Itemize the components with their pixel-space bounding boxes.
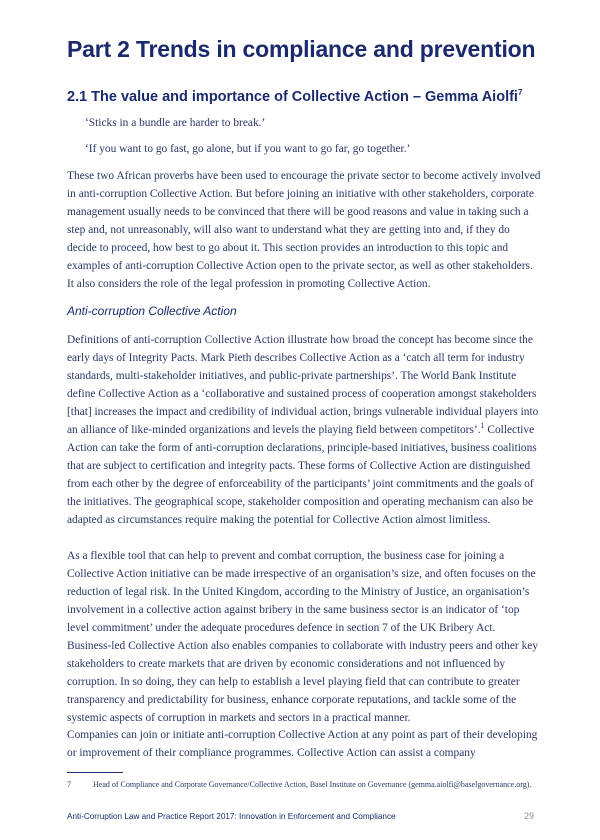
subheading: Anti-corruption Collective Action — [67, 304, 237, 318]
business-case-paragraph — [67, 547, 542, 727]
definitions-paragraph — [67, 331, 542, 529]
footnote-number: 7 — [67, 780, 71, 789]
definitions-footnote-ref: 1 — [480, 421, 485, 431]
footnote — [67, 780, 557, 789]
join-paragraph — [67, 726, 542, 762]
intro-paragraph-text: These two African proverbs have been used to encourage the private sector to become actively involved in anti-corruption Collective Action. But before joining an initiative with other stakeholders, corporate management usually needs to be convinced that there will be good reasons and value in taking such a step and, not unreasonably, will also want to understand what they are getting into and, if they do decide to proceed, how best to go about it. This section provides an introduction to this topic and examples of anti-corruption Collective Action open to the private sector, as well as other stakeholders. It also considers the role of the legal profession in promoting Collective Action. — [67, 170, 541, 290]
intro-paragraph — [67, 167, 542, 293]
business-case-text: As a flexible tool that can help to prevent and combat corruption, the business case for joining a Collective Action initiative can be made irrespective of an organisation’s size, and often focuses on the reduction of legal risk. In the United Kingdom, according to the Ministry of Justice, an organisation’s involvement in a collective action against bribery in the same business sector is an indicator of ‘top level commitment’ under the adequate procedures defence in section 7 of the UK Bribery Act. Business-led Collective Action also enables companies to collaborate with industry peers and other key stakeholders to create markets that are driven by economic considerations and not influenced by corruption. In so doing, they can help to establish a level playing field that can contribute to greater transparency and predictability for business, enhance corporate reputations, and tackle some of the systemic aspects of corruption in markets and sectors in a practical manner. — [67, 550, 539, 724]
section-title — [67, 89, 522, 105]
footnote-divider — [67, 772, 123, 773]
footnote-text: Head of Compliance and Corporate Governance/Collective Action, Basel Institute on Governance (gemma.aiolfi@baselgovernance.org). — [93, 780, 532, 789]
definitions-text-a: Definitions of anti-corruption Collective Action illustrate how broad the concept has become since the early days of Integrity Pacts. Mark Pieth describes Collective Action as a ‘catch all term for industry standards, multi-stakeholder initiatives, and public-private partnerships’. The World Bank Institute define Collective Action as a ‘collaborative and sustained process of cooperation amongst stakeholders [that] increases the impact and credibility of individual action, brings vulnerable individual players into an alliance of like-minded organizations and levels the playing field between competitors’. — [67, 334, 539, 436]
proverb-quote-2: ‘If you want to go fast, go alone, but if you want to go far, go together.’ — [85, 143, 411, 155]
section-title-text: 2.1 The value and importance of Collective Action – Gemma Aiolfi — [67, 89, 518, 105]
page-number: 29 — [523, 811, 534, 821]
join-text: Companies can join or initiate anti-corruption Collective Action at any point as part of their developing or improvement of their compliance programmes. Collective Action can assist a company — [67, 729, 538, 759]
section-footnote-ref: 7 — [517, 88, 523, 98]
proverb-quote-1: ‘Sticks in a bundle are harder to break.’ — [85, 117, 266, 129]
part-heading: Part 2 Trends in compliance and prevention — [67, 36, 536, 62]
footer-title: Anti-Corruption Law and Practice Report 2017: Innovation in Enforcement and Compliance — [67, 812, 396, 821]
definitions-text-b: Collective Action can take the form of anti-corruption declarations, principle-based initiatives, business coalitions that are subject to certification and integrity pacts. These forms of Collective Action are distinguished from each other by the degree of enforceability of the participants’ joint commitments and the goals of the initiatives. The geographical scope, stakeholder composition and operating mechanism can also be adapted as circumstances require making the potential for Collective Action almost limitless. — [67, 424, 537, 526]
